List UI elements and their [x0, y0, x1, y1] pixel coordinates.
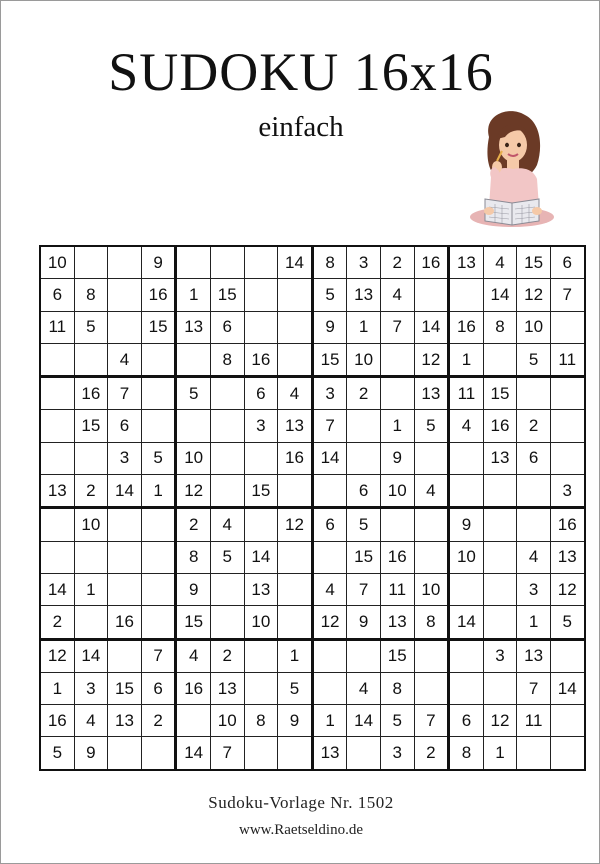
given-cell: 7: [347, 573, 381, 605]
empty-cell[interactable]: [40, 343, 74, 376]
given-cell: 12: [176, 475, 211, 508]
empty-cell[interactable]: [449, 639, 484, 672]
given-cell: 14: [550, 672, 584, 704]
grid-row: [40, 541, 585, 573]
given-cell: 11: [517, 705, 551, 737]
empty-cell[interactable]: [141, 737, 176, 770]
empty-cell[interactable]: [550, 639, 584, 672]
grid-row: [40, 737, 585, 770]
empty-cell[interactable]: [278, 541, 313, 573]
empty-cell[interactable]: [40, 377, 74, 410]
empty-cell[interactable]: [414, 639, 449, 672]
given-cell: 5: [141, 442, 176, 474]
given-cell: 13: [108, 705, 142, 737]
grid-row: [40, 246, 585, 279]
given-cell: 1: [74, 573, 108, 605]
given-cell: 1: [40, 672, 74, 704]
empty-cell[interactable]: [244, 737, 278, 770]
empty-cell[interactable]: [550, 377, 584, 410]
empty-cell[interactable]: [40, 410, 74, 442]
given-cell: 13: [40, 475, 74, 508]
given-cell: 13: [312, 737, 347, 770]
given-cell: 12: [312, 606, 347, 639]
given-cell: 4: [517, 541, 551, 573]
given-cell: 4: [278, 377, 313, 410]
given-cell: 16: [244, 343, 278, 376]
empty-cell[interactable]: [108, 311, 142, 343]
given-cell: 8: [74, 279, 108, 311]
given-cell: 13: [483, 442, 517, 474]
given-cell: 13: [449, 246, 484, 279]
given-cell: 4: [380, 279, 414, 311]
given-cell: 8: [312, 246, 347, 279]
empty-cell[interactable]: [141, 541, 176, 573]
given-cell: 10: [210, 705, 244, 737]
given-cell: 12: [40, 639, 74, 672]
given-cell: 8: [449, 737, 484, 770]
given-cell: 6: [141, 672, 176, 704]
given-cell: 7: [141, 639, 176, 672]
given-cell: 6: [108, 410, 142, 442]
given-cell: 2: [141, 705, 176, 737]
template-number: Sudoku-Vorlage Nr. 1502: [208, 793, 394, 812]
given-cell: 8: [244, 705, 278, 737]
grid-row: [40, 606, 585, 639]
empty-cell[interactable]: [108, 508, 142, 541]
empty-cell[interactable]: [449, 442, 484, 474]
empty-cell[interactable]: [483, 508, 517, 541]
given-cell: 10: [74, 508, 108, 541]
given-cell: 16: [176, 672, 211, 704]
given-cell: 13: [176, 311, 211, 343]
given-cell: 7: [414, 705, 449, 737]
page-title: SUDOKU 16x16: [108, 42, 494, 102]
given-cell: 15: [244, 475, 278, 508]
given-cell: 3: [347, 246, 381, 279]
given-cell: 14: [347, 705, 381, 737]
given-cell: 5: [312, 279, 347, 311]
given-cell: 5: [414, 410, 449, 442]
empty-cell[interactable]: [414, 442, 449, 474]
given-cell: 5: [74, 311, 108, 343]
given-cell: 2: [74, 475, 108, 508]
given-cell: 10: [40, 246, 74, 279]
empty-cell[interactable]: [550, 410, 584, 442]
empty-cell[interactable]: [141, 377, 176, 410]
grid-row: [40, 377, 585, 410]
given-cell: 3: [108, 442, 142, 474]
given-cell: 7: [517, 672, 551, 704]
empty-cell[interactable]: [278, 737, 313, 770]
given-cell: 11: [550, 343, 584, 376]
given-cell: 14: [312, 442, 347, 474]
empty-cell[interactable]: [108, 573, 142, 605]
given-cell: 9: [312, 311, 347, 343]
empty-cell[interactable]: [176, 343, 211, 376]
empty-cell[interactable]: [483, 475, 517, 508]
empty-cell[interactable]: [210, 246, 244, 279]
empty-cell[interactable]: [483, 672, 517, 704]
empty-cell[interactable]: [74, 442, 108, 474]
given-cell: 16: [380, 541, 414, 573]
given-cell: 15: [108, 672, 142, 704]
given-cell: 11: [40, 311, 74, 343]
grid-row: [40, 343, 585, 376]
given-cell: 1: [141, 475, 176, 508]
empty-cell[interactable]: [380, 377, 414, 410]
grid-row: [40, 475, 585, 508]
empty-cell[interactable]: [414, 508, 449, 541]
empty-cell[interactable]: [312, 475, 347, 508]
empty-cell[interactable]: [244, 508, 278, 541]
empty-cell[interactable]: [414, 672, 449, 704]
empty-cell[interactable]: [210, 475, 244, 508]
empty-cell[interactable]: [278, 311, 313, 343]
given-cell: 6: [244, 377, 278, 410]
empty-cell[interactable]: [244, 639, 278, 672]
empty-cell[interactable]: [380, 508, 414, 541]
given-cell: 6: [40, 279, 74, 311]
given-cell: 12: [414, 343, 449, 376]
given-cell: 4: [312, 573, 347, 605]
given-cell: 3: [517, 573, 551, 605]
given-cell: 10: [517, 311, 551, 343]
given-cell: 11: [449, 377, 484, 410]
empty-cell[interactable]: [141, 343, 176, 376]
given-cell: 15: [380, 639, 414, 672]
empty-cell[interactable]: [414, 279, 449, 311]
empty-cell[interactable]: [312, 672, 347, 704]
given-cell: 16: [483, 410, 517, 442]
empty-cell[interactable]: [278, 475, 313, 508]
empty-cell[interactable]: [74, 343, 108, 376]
empty-cell[interactable]: [141, 573, 176, 605]
given-cell: 7: [380, 311, 414, 343]
given-cell: 6: [347, 475, 381, 508]
given-cell: 10: [347, 343, 381, 376]
given-cell: 5: [176, 377, 211, 410]
given-cell: 5: [517, 343, 551, 376]
given-cell: 1: [347, 311, 381, 343]
grid-row: [40, 639, 585, 672]
empty-cell[interactable]: [210, 606, 244, 639]
empty-cell[interactable]: [483, 343, 517, 376]
empty-cell[interactable]: [517, 377, 551, 410]
given-cell: 9: [74, 737, 108, 770]
empty-cell[interactable]: [380, 343, 414, 376]
given-cell: 16: [550, 508, 584, 541]
given-cell: 15: [141, 311, 176, 343]
empty-cell[interactable]: [210, 410, 244, 442]
given-cell: 9: [176, 573, 211, 605]
empty-cell[interactable]: [210, 377, 244, 410]
given-cell: 13: [550, 541, 584, 573]
given-cell: 8: [483, 311, 517, 343]
empty-cell[interactable]: [74, 541, 108, 573]
given-cell: 15: [210, 279, 244, 311]
given-cell: 13: [210, 672, 244, 704]
empty-cell[interactable]: [244, 279, 278, 311]
empty-cell[interactable]: [244, 442, 278, 474]
given-cell: 16: [40, 705, 74, 737]
given-cell: 6: [449, 705, 484, 737]
given-cell: 4: [449, 410, 484, 442]
empty-cell[interactable]: [550, 737, 584, 770]
empty-cell[interactable]: [108, 737, 142, 770]
empty-cell[interactable]: [244, 672, 278, 704]
given-cell: 12: [517, 279, 551, 311]
given-cell: 4: [210, 508, 244, 541]
given-cell: 7: [210, 737, 244, 770]
given-cell: 2: [517, 410, 551, 442]
grid-row: [40, 705, 585, 737]
given-cell: 13: [517, 639, 551, 672]
given-cell: 16: [74, 377, 108, 410]
given-cell: 3: [483, 639, 517, 672]
given-cell: 2: [380, 246, 414, 279]
empty-cell[interactable]: [244, 246, 278, 279]
given-cell: 16: [278, 442, 313, 474]
empty-cell[interactable]: [347, 639, 381, 672]
empty-cell[interactable]: [517, 475, 551, 508]
given-cell: 16: [141, 279, 176, 311]
given-cell: 14: [40, 573, 74, 605]
empty-cell[interactable]: [449, 573, 484, 605]
website-link[interactable]: www.Raetseldino.de: [239, 822, 363, 838]
empty-cell[interactable]: [108, 639, 142, 672]
given-cell: 9: [141, 246, 176, 279]
empty-cell[interactable]: [278, 573, 313, 605]
empty-cell[interactable]: [244, 311, 278, 343]
given-cell: 10: [176, 442, 211, 474]
given-cell: 2: [347, 377, 381, 410]
grid-row: [40, 573, 585, 605]
given-cell: 13: [380, 606, 414, 639]
empty-cell[interactable]: [176, 705, 211, 737]
given-cell: 15: [312, 343, 347, 376]
grid-row: [40, 442, 585, 474]
empty-cell[interactable]: [347, 442, 381, 474]
empty-cell[interactable]: [517, 508, 551, 541]
empty-cell[interactable]: [40, 442, 74, 474]
given-cell: 8: [414, 606, 449, 639]
given-cell: 9: [380, 442, 414, 474]
empty-cell[interactable]: [312, 541, 347, 573]
empty-cell[interactable]: [550, 442, 584, 474]
given-cell: 15: [347, 541, 381, 573]
given-cell: 6: [517, 442, 551, 474]
grid-row: [40, 410, 585, 442]
given-cell: 5: [40, 737, 74, 770]
empty-cell[interactable]: [347, 410, 381, 442]
given-cell: 13: [414, 377, 449, 410]
given-cell: 1: [380, 410, 414, 442]
empty-cell[interactable]: [483, 573, 517, 605]
empty-cell[interactable]: [176, 410, 211, 442]
grid-row: [40, 508, 585, 541]
given-cell: 14: [414, 311, 449, 343]
given-cell: 15: [517, 246, 551, 279]
given-cell: 7: [108, 377, 142, 410]
sudoku-grid: [39, 245, 586, 771]
given-cell: 4: [74, 705, 108, 737]
empty-cell[interactable]: [40, 541, 74, 573]
empty-cell[interactable]: [210, 573, 244, 605]
given-cell: 10: [380, 475, 414, 508]
given-cell: 2: [176, 508, 211, 541]
empty-cell[interactable]: [40, 508, 74, 541]
given-cell: 3: [380, 737, 414, 770]
empty-cell[interactable]: [108, 541, 142, 573]
empty-cell[interactable]: [517, 737, 551, 770]
given-cell: 1: [449, 343, 484, 376]
given-cell: 3: [550, 475, 584, 508]
given-cell: 1: [176, 279, 211, 311]
given-cell: 4: [483, 246, 517, 279]
given-cell: 13: [278, 410, 313, 442]
given-cell: 14: [74, 639, 108, 672]
given-cell: 12: [483, 705, 517, 737]
given-cell: 10: [449, 541, 484, 573]
given-cell: 3: [74, 672, 108, 704]
given-cell: 7: [550, 279, 584, 311]
given-cell: 15: [176, 606, 211, 639]
given-cell: 9: [347, 606, 381, 639]
empty-cell[interactable]: [550, 705, 584, 737]
given-cell: 5: [278, 672, 313, 704]
given-cell: 14: [176, 737, 211, 770]
grid-row: [40, 311, 585, 343]
given-cell: 12: [278, 508, 313, 541]
empty-cell[interactable]: [108, 279, 142, 311]
given-cell: 8: [380, 672, 414, 704]
given-cell: 13: [347, 279, 381, 311]
given-cell: 5: [380, 705, 414, 737]
given-cell: 4: [414, 475, 449, 508]
given-cell: 16: [108, 606, 142, 639]
given-cell: 5: [210, 541, 244, 573]
empty-cell[interactable]: [449, 475, 484, 508]
given-cell: 5: [347, 508, 381, 541]
given-cell: 9: [449, 508, 484, 541]
given-cell: 9: [278, 705, 313, 737]
given-cell: 14: [278, 246, 313, 279]
given-cell: 7: [312, 410, 347, 442]
given-cell: 14: [483, 279, 517, 311]
empty-cell[interactable]: [210, 442, 244, 474]
given-cell: 6: [210, 311, 244, 343]
empty-cell[interactable]: [74, 246, 108, 279]
empty-cell[interactable]: [414, 541, 449, 573]
given-cell: 3: [244, 410, 278, 442]
empty-cell[interactable]: [347, 737, 381, 770]
empty-cell[interactable]: [278, 279, 313, 311]
empty-cell[interactable]: [278, 343, 313, 376]
girl-reading-puzzle-book-icon: [467, 107, 557, 231]
empty-cell[interactable]: [176, 246, 211, 279]
given-cell: 6: [312, 508, 347, 541]
given-cell: 14: [244, 541, 278, 573]
given-cell: 2: [210, 639, 244, 672]
empty-cell[interactable]: [483, 541, 517, 573]
given-cell: 3: [312, 377, 347, 410]
given-cell: 10: [244, 606, 278, 639]
empty-cell[interactable]: [449, 279, 484, 311]
empty-cell[interactable]: [74, 606, 108, 639]
given-cell: 2: [414, 737, 449, 770]
given-cell: 1: [517, 606, 551, 639]
given-cell: 6: [550, 246, 584, 279]
given-cell: 15: [483, 377, 517, 410]
given-cell: 4: [176, 639, 211, 672]
grid-row: [40, 672, 585, 704]
empty-cell[interactable]: [141, 606, 176, 639]
given-cell: 12: [550, 573, 584, 605]
given-cell: 1: [312, 705, 347, 737]
empty-cell[interactable]: [449, 672, 484, 704]
given-cell: 14: [449, 606, 484, 639]
empty-cell[interactable]: [108, 246, 142, 279]
empty-cell[interactable]: [483, 606, 517, 639]
given-cell: 2: [40, 606, 74, 639]
given-cell: 16: [449, 311, 484, 343]
given-cell: 1: [483, 737, 517, 770]
given-cell: 8: [176, 541, 211, 573]
empty-cell[interactable]: [141, 508, 176, 541]
given-cell: 5: [550, 606, 584, 639]
empty-cell[interactable]: [278, 606, 313, 639]
given-cell: 14: [108, 475, 142, 508]
grid-row: [40, 279, 585, 311]
difficulty-subtitle: einfach: [258, 111, 344, 143]
given-cell: 16: [414, 246, 449, 279]
given-cell: 13: [244, 573, 278, 605]
empty-cell[interactable]: [550, 311, 584, 343]
empty-cell[interactable]: [141, 410, 176, 442]
given-cell: 15: [74, 410, 108, 442]
given-cell: 4: [108, 343, 142, 376]
given-cell: 10: [414, 573, 449, 605]
given-cell: 4: [347, 672, 381, 704]
given-cell: 8: [210, 343, 244, 376]
given-cell: 11: [380, 573, 414, 605]
empty-cell[interactable]: [312, 639, 347, 672]
given-cell: 1: [278, 639, 313, 672]
